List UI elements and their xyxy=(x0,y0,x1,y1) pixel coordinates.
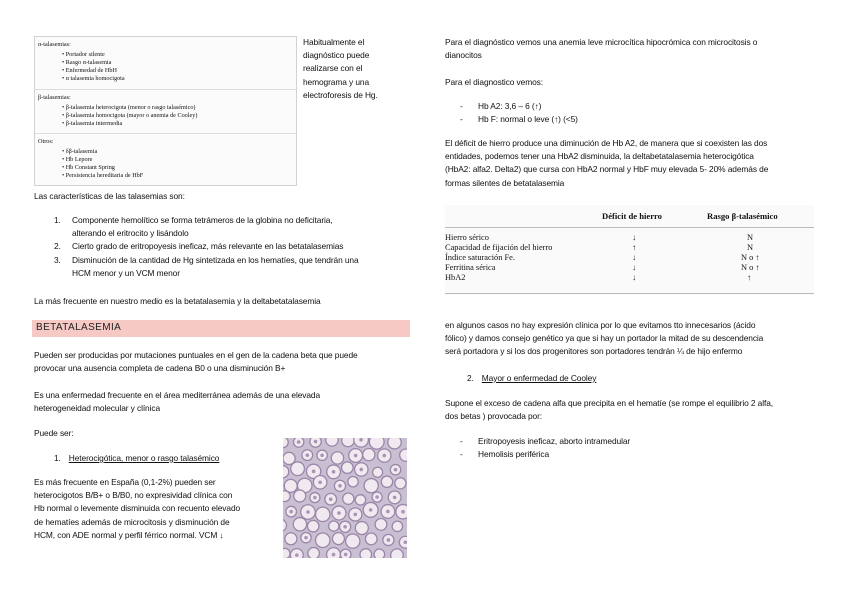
right-paragraph-2: Para el diagnostico vemos: xyxy=(445,77,543,87)
red-blood-cell xyxy=(355,522,368,535)
red-blood-cell xyxy=(369,438,384,449)
characteristics-list xyxy=(54,214,412,280)
cell-target-center xyxy=(320,453,324,457)
red-blood-cell xyxy=(283,438,288,448)
red-blood-cell xyxy=(365,533,377,545)
table-cell: Índice saturación Fe. xyxy=(445,253,515,262)
list-item: - Hemolisis periférica xyxy=(460,449,550,460)
table-cell: ↓ xyxy=(632,253,637,262)
table-rule xyxy=(445,227,814,228)
table-cell: N xyxy=(747,243,754,252)
cell-target-center xyxy=(338,484,342,488)
list-item: • β-talasemia intermedia xyxy=(62,120,123,127)
cell-target-center xyxy=(297,440,301,444)
divider xyxy=(35,133,296,134)
list-item: 1. Componente hemolítico se forma tetrámeros de la globina no deficitaria, alterando el eritrocito y lisándolo xyxy=(54,215,333,239)
red-blood-cell xyxy=(294,490,306,502)
cell-target-center xyxy=(359,438,363,442)
side-note-line: realizarse con el xyxy=(303,63,363,74)
cell-target-center xyxy=(332,553,336,557)
red-blood-cell xyxy=(291,462,305,476)
red-blood-cell xyxy=(360,549,372,558)
red-blood-cell xyxy=(329,521,339,531)
list-item: 2. Cierto grado de eritropoyesis ineficaz, más relevante en las betatalasemias xyxy=(54,241,344,252)
red-blood-cell xyxy=(391,549,404,558)
diagnosis-bullets xyxy=(460,100,578,126)
list-item: • Hb Lepore xyxy=(62,156,93,163)
table-cell: N xyxy=(747,233,754,242)
red-blood-cell xyxy=(374,549,385,558)
table-cell: Ferritina sérica xyxy=(445,263,496,272)
red-blood-cell xyxy=(381,476,392,487)
list-item: • Persistencia hereditaria de HbF xyxy=(62,172,144,179)
side-note-line: Habitualmente el xyxy=(303,37,365,47)
table-rule xyxy=(445,293,814,294)
right-paragraph-3: El déficit de hierro produce una diminución de Hb A2, de manera que si coexisten las dos entidades, podemos tener una HbA2 disminuida, la deltabetatalasemia heterocigótica (HbA2: alfa2. Delta2) que cursa con HbA2 normal y HbF muy elevada 5- 20% además de formas silentes de betatalasemia xyxy=(445,138,769,188)
red-blood-cell xyxy=(342,438,355,447)
cell-target-center xyxy=(329,497,333,501)
red-blood-cell xyxy=(373,467,383,477)
red-blood-cell xyxy=(388,438,401,449)
cell-target-center xyxy=(343,525,347,529)
table-cell: ↓ xyxy=(632,273,637,282)
red-blood-cell xyxy=(346,534,360,548)
beta-paragraph-2: Es una enfermedad frecuente en el área mediterránea además de una elevada heterogeneidad molecular y clínica xyxy=(34,390,321,414)
right-paragraph-5: Supone el exceso de cadena alfa que precipita en el hematíe (se rompe el equilibrio 2 alfa, dos betas ) provocada por: xyxy=(445,398,773,422)
list-item: • Hb Constant Spring xyxy=(62,164,115,171)
cell-target-center xyxy=(354,454,358,458)
cell-target-center xyxy=(344,553,348,557)
cell-target-center xyxy=(332,470,336,474)
red-blood-cell xyxy=(332,533,344,545)
red-blood-cell xyxy=(283,519,286,531)
cell-target-center xyxy=(289,510,293,514)
red-blood-cell xyxy=(283,466,289,478)
comparison-table xyxy=(445,205,814,295)
cell-target-center xyxy=(306,510,310,514)
cell-target-center xyxy=(312,470,316,474)
red-blood-cell xyxy=(375,519,387,531)
cell-target-center xyxy=(359,468,363,472)
type1-description: Es más frecuente en España (0,1-2%) pueden ser heterocigotos B/B+ o B/B0, no expresividad clínica con Hb normal o levemente disminuida con recuento elevado de hematíes además de microcitosis y disminución de HCM, con ADE normal y perfil férrico normal. VCM ↓ xyxy=(34,477,241,540)
right-paragraph-4: en algunos casos no hay expresión clínica por lo que evitamos tto innecesarios (ácido fólico) y damos consejo genético ya que si hay un portador la mitad de su descendencia será portadora y si los dos progenitores son portadores tendrán ¼ de hijo enfermo xyxy=(445,320,764,357)
side-note-line: electroforesis de Hg. xyxy=(303,89,378,100)
cell-target-center xyxy=(401,510,405,514)
list-item: - Hb A2: 3,6 – 6 (↑) xyxy=(460,101,542,111)
blood-smear-image xyxy=(283,438,407,558)
cell-target-center xyxy=(313,496,317,500)
section-title: BETATALASEMIA xyxy=(36,322,122,333)
red-blood-cell xyxy=(331,452,343,464)
list-item: • α talasemia homocigota xyxy=(62,75,125,82)
list-item: • Enfermedad de HbH xyxy=(62,67,117,74)
table-header-beta-trait: Rasgo β-talasémico xyxy=(707,211,778,221)
red-blood-cell xyxy=(343,493,354,504)
cell-target-center xyxy=(304,536,308,540)
red-blood-cell xyxy=(285,533,297,545)
thalassemia-classification-box xyxy=(34,36,297,186)
table-cell: Hierro sérico xyxy=(445,233,489,242)
red-blood-cell xyxy=(392,521,402,531)
cell-target-center xyxy=(404,540,407,544)
table-cell: N o ↑ xyxy=(741,263,760,272)
table-cell: N o ↑ xyxy=(741,253,760,262)
group-title-alpha: α-talasemias: xyxy=(38,41,71,48)
characteristics-intro: Las características de las talasemias son: xyxy=(34,191,185,201)
type2-heading: 2. Mayor o enfermedad de Cooley xyxy=(467,373,597,383)
group-title-beta: β-talasemias: xyxy=(38,94,71,101)
cell-target-center xyxy=(318,480,322,484)
red-blood-cell xyxy=(400,449,407,461)
cell-target-center xyxy=(386,510,390,514)
list-item: • Rasgo α-talasemia xyxy=(62,59,112,66)
cooley-bullets xyxy=(460,435,630,461)
type1-heading: 1. Heterocigótica, menor o rasgo talasémico xyxy=(54,453,220,463)
cell-target-center xyxy=(394,468,398,472)
table-cell: ↑ xyxy=(747,273,752,282)
list-item: • β-talasemia homocigota (mayor o anemia de Cooley) xyxy=(62,112,198,119)
table-cell: ↓ xyxy=(632,233,637,242)
red-blood-cell xyxy=(293,518,306,531)
cell-target-center xyxy=(382,454,386,458)
red-blood-cell xyxy=(315,533,330,548)
list-item: 3. Disminución de la cantidad de Hg sintetizada en los hematíes, que tendrán una HCM menor y un VCM menor xyxy=(54,254,359,278)
table-cell: Capacidad de fijación del hierro xyxy=(445,243,553,252)
table-header-iron-deficiency: Déficit de hierro xyxy=(602,211,662,221)
red-blood-cell xyxy=(355,495,365,505)
red-blood-cell xyxy=(342,462,354,474)
red-blood-cell xyxy=(395,478,406,489)
list-item: • δβ-talasemia xyxy=(62,148,98,155)
list-item: - Eritropoyesis ineficaz, aborto intramedular xyxy=(460,436,631,446)
beta-paragraph-3: Puede ser: xyxy=(34,428,74,438)
red-blood-cell xyxy=(308,547,320,558)
cell-target-center xyxy=(375,495,379,499)
cell-target-center xyxy=(353,513,357,517)
side-note xyxy=(303,36,413,102)
table-cell: ↓ xyxy=(632,263,637,272)
side-note-line: hemograma y una xyxy=(303,76,370,87)
red-blood-cell xyxy=(316,507,330,521)
divider xyxy=(35,89,296,90)
red-blood-cell xyxy=(283,548,290,558)
cell-target-center xyxy=(393,496,397,500)
side-note-line: diagnóstico puede xyxy=(303,50,370,61)
group-title-others: Otros: xyxy=(38,138,54,145)
cell-target-center xyxy=(387,538,391,542)
red-blood-cell xyxy=(364,479,378,493)
red-blood-cell xyxy=(363,448,375,460)
right-paragraph-1: Para el diagnóstico vemos una anemia leve microcítica hipocrómica con microcitosis o dianocitos xyxy=(445,37,758,61)
list-item: • β-talasemia heterocigota (menor o rasgo talasémico) xyxy=(62,104,196,111)
red-blood-cell xyxy=(283,491,290,502)
red-blood-cell xyxy=(326,438,338,446)
cell-target-center xyxy=(337,511,341,515)
cell-target-center xyxy=(295,553,299,557)
red-blood-cell xyxy=(307,520,319,532)
cell-target-center xyxy=(314,440,318,444)
cell-target-center xyxy=(369,508,373,512)
cell-target-center xyxy=(305,453,309,457)
table-cell: HbA2 xyxy=(445,273,466,282)
frequency-note: La más frecuente en nuestro medio es la betatalasemia y la deltabetatalasemia xyxy=(34,296,321,306)
table-cell: ↑ xyxy=(632,243,637,252)
list-item: • Portador silente xyxy=(62,51,105,58)
list-item: - Hb F: normal o leve (↑) (<5) xyxy=(460,114,578,125)
beta-paragraph-1: Pueden ser producidas por mutaciones puntuales en el gen de la cadena beta que puede provocar una ausencia completa de cadena B0 o una disminución B+ xyxy=(34,350,358,374)
red-blood-cell xyxy=(348,476,358,486)
